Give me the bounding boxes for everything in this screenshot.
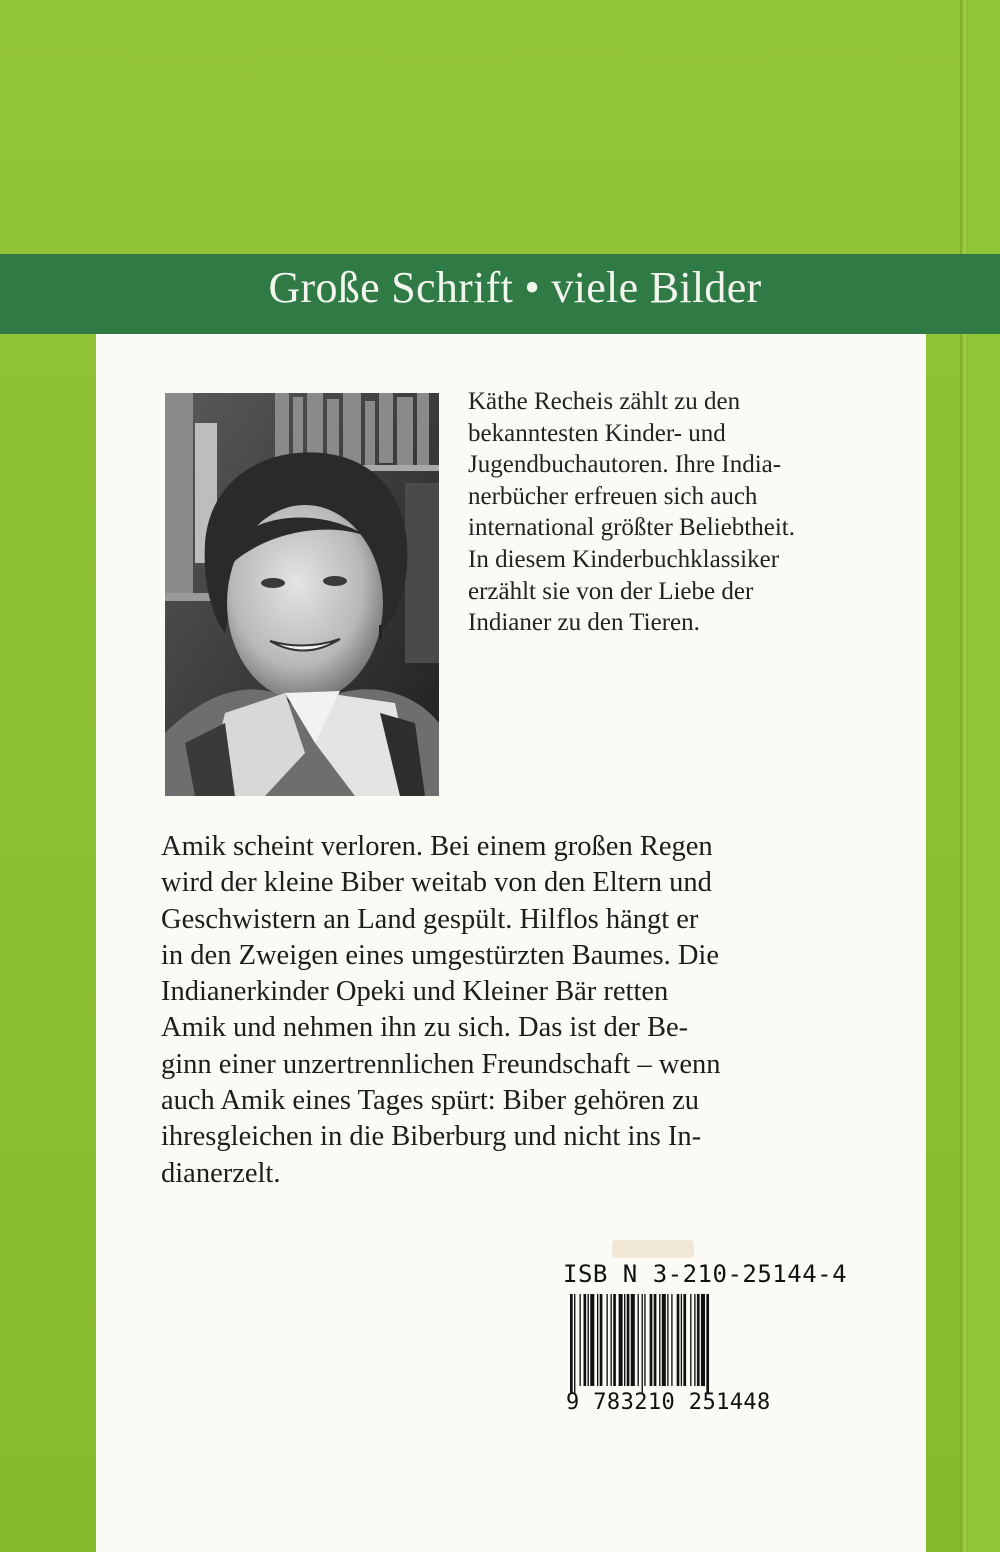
barcode-bar: [697, 1294, 700, 1386]
blurb-line: Amik und nehmen ihn zu sich. Das ist der Be-: [161, 1012, 689, 1044]
author-photo: [165, 393, 439, 796]
blurb-line: in den Zweigen eines umgestürzten Baumes. Die: [161, 939, 719, 971]
bio-line: Indianer zu den Tieren.: [468, 609, 700, 637]
barcode-bar: [671, 1294, 672, 1386]
barcode-bar: [654, 1294, 657, 1386]
barcode-bar: [611, 1294, 612, 1386]
blurb-line: wird der kleine Biber weitab von den Eltern und: [161, 867, 712, 899]
barcode-bar: [570, 1294, 573, 1394]
bio-line: international größter Beliebtheit.: [468, 514, 795, 542]
barcode-bar: [619, 1294, 623, 1386]
author-portrait-icon: [165, 393, 439, 796]
barcode-bar: [631, 1294, 635, 1386]
blurb-line: Amik scheint verloren. Bei einem großen Regen: [161, 831, 713, 862]
blurb-line: Indianerkinder Opeki und Kleiner Bär retten: [161, 976, 669, 1008]
blurb-line: auch Amik eines Tages spürt: Biber gehören zu: [161, 1085, 700, 1117]
barcode-bar: [627, 1294, 630, 1386]
barcode-bar: [638, 1294, 639, 1386]
barcode-bar: [588, 1294, 589, 1386]
barcode-bar: [694, 1294, 695, 1386]
barcode-bar: [659, 1294, 660, 1386]
barcode-bar: [624, 1294, 625, 1386]
barcode-bar: [662, 1294, 666, 1386]
barcode-bar: [706, 1294, 709, 1394]
sticker-residue: [612, 1240, 694, 1258]
blurb-line: dianerzelt.: [161, 1157, 281, 1189]
barcode-bar: [701, 1294, 705, 1386]
isbn-label: ISB N 3-210-25144-4: [563, 1260, 848, 1288]
barcode-bar: [597, 1294, 598, 1386]
blurb-line: ginn einer unzertrennlichen Freundschaft – wenn: [161, 1048, 721, 1080]
bio-line: bekanntesten Kinder- und: [468, 419, 726, 447]
bio-line: In diesem Kinderbuchklassiker: [468, 545, 780, 573]
barcode-bar: [667, 1294, 668, 1386]
barcode-bar: [574, 1294, 575, 1394]
barcode-bar: [690, 1294, 691, 1386]
barcode-bar: [579, 1294, 580, 1386]
bio-line: erzählt sie von der Liebe der: [468, 577, 754, 605]
bio-line: Käthe Recheis zählt zu den: [468, 388, 741, 415]
bio-line: Jugendbuchautoren. Ihre India-: [468, 451, 782, 479]
barcode-bar: [644, 1294, 645, 1386]
barcode-bar: [606, 1294, 607, 1386]
barcode-bar: [600, 1294, 603, 1386]
bio-line: nerbücher erfreuen sich auch: [468, 482, 758, 510]
author-bio: [468, 386, 828, 639]
barcode-icon: [568, 1294, 824, 1394]
blurb-line: Geschwistern an Land gespült. Hilflos hängt er: [161, 903, 699, 935]
barcode-bar: [650, 1294, 653, 1386]
series-title: Große Schrift • viele Bilder: [268, 263, 762, 312]
ean-digits: 9 783210 251448: [566, 1390, 771, 1415]
spine-groove: [960, 0, 968, 1552]
barcode-bar: [642, 1294, 643, 1394]
barcode-bar: [683, 1294, 686, 1386]
spine: [968, 0, 1000, 1552]
book-blurb: [161, 829, 826, 1192]
barcode-bar: [613, 1294, 616, 1386]
barcode-bar: [584, 1294, 587, 1386]
barcode-bar: [677, 1294, 680, 1386]
barcode-bar: [681, 1294, 682, 1386]
barcode-bar: [590, 1294, 594, 1386]
blurb-line: ihresgleichen in die Biberburg und nicht ins In-: [161, 1121, 702, 1153]
